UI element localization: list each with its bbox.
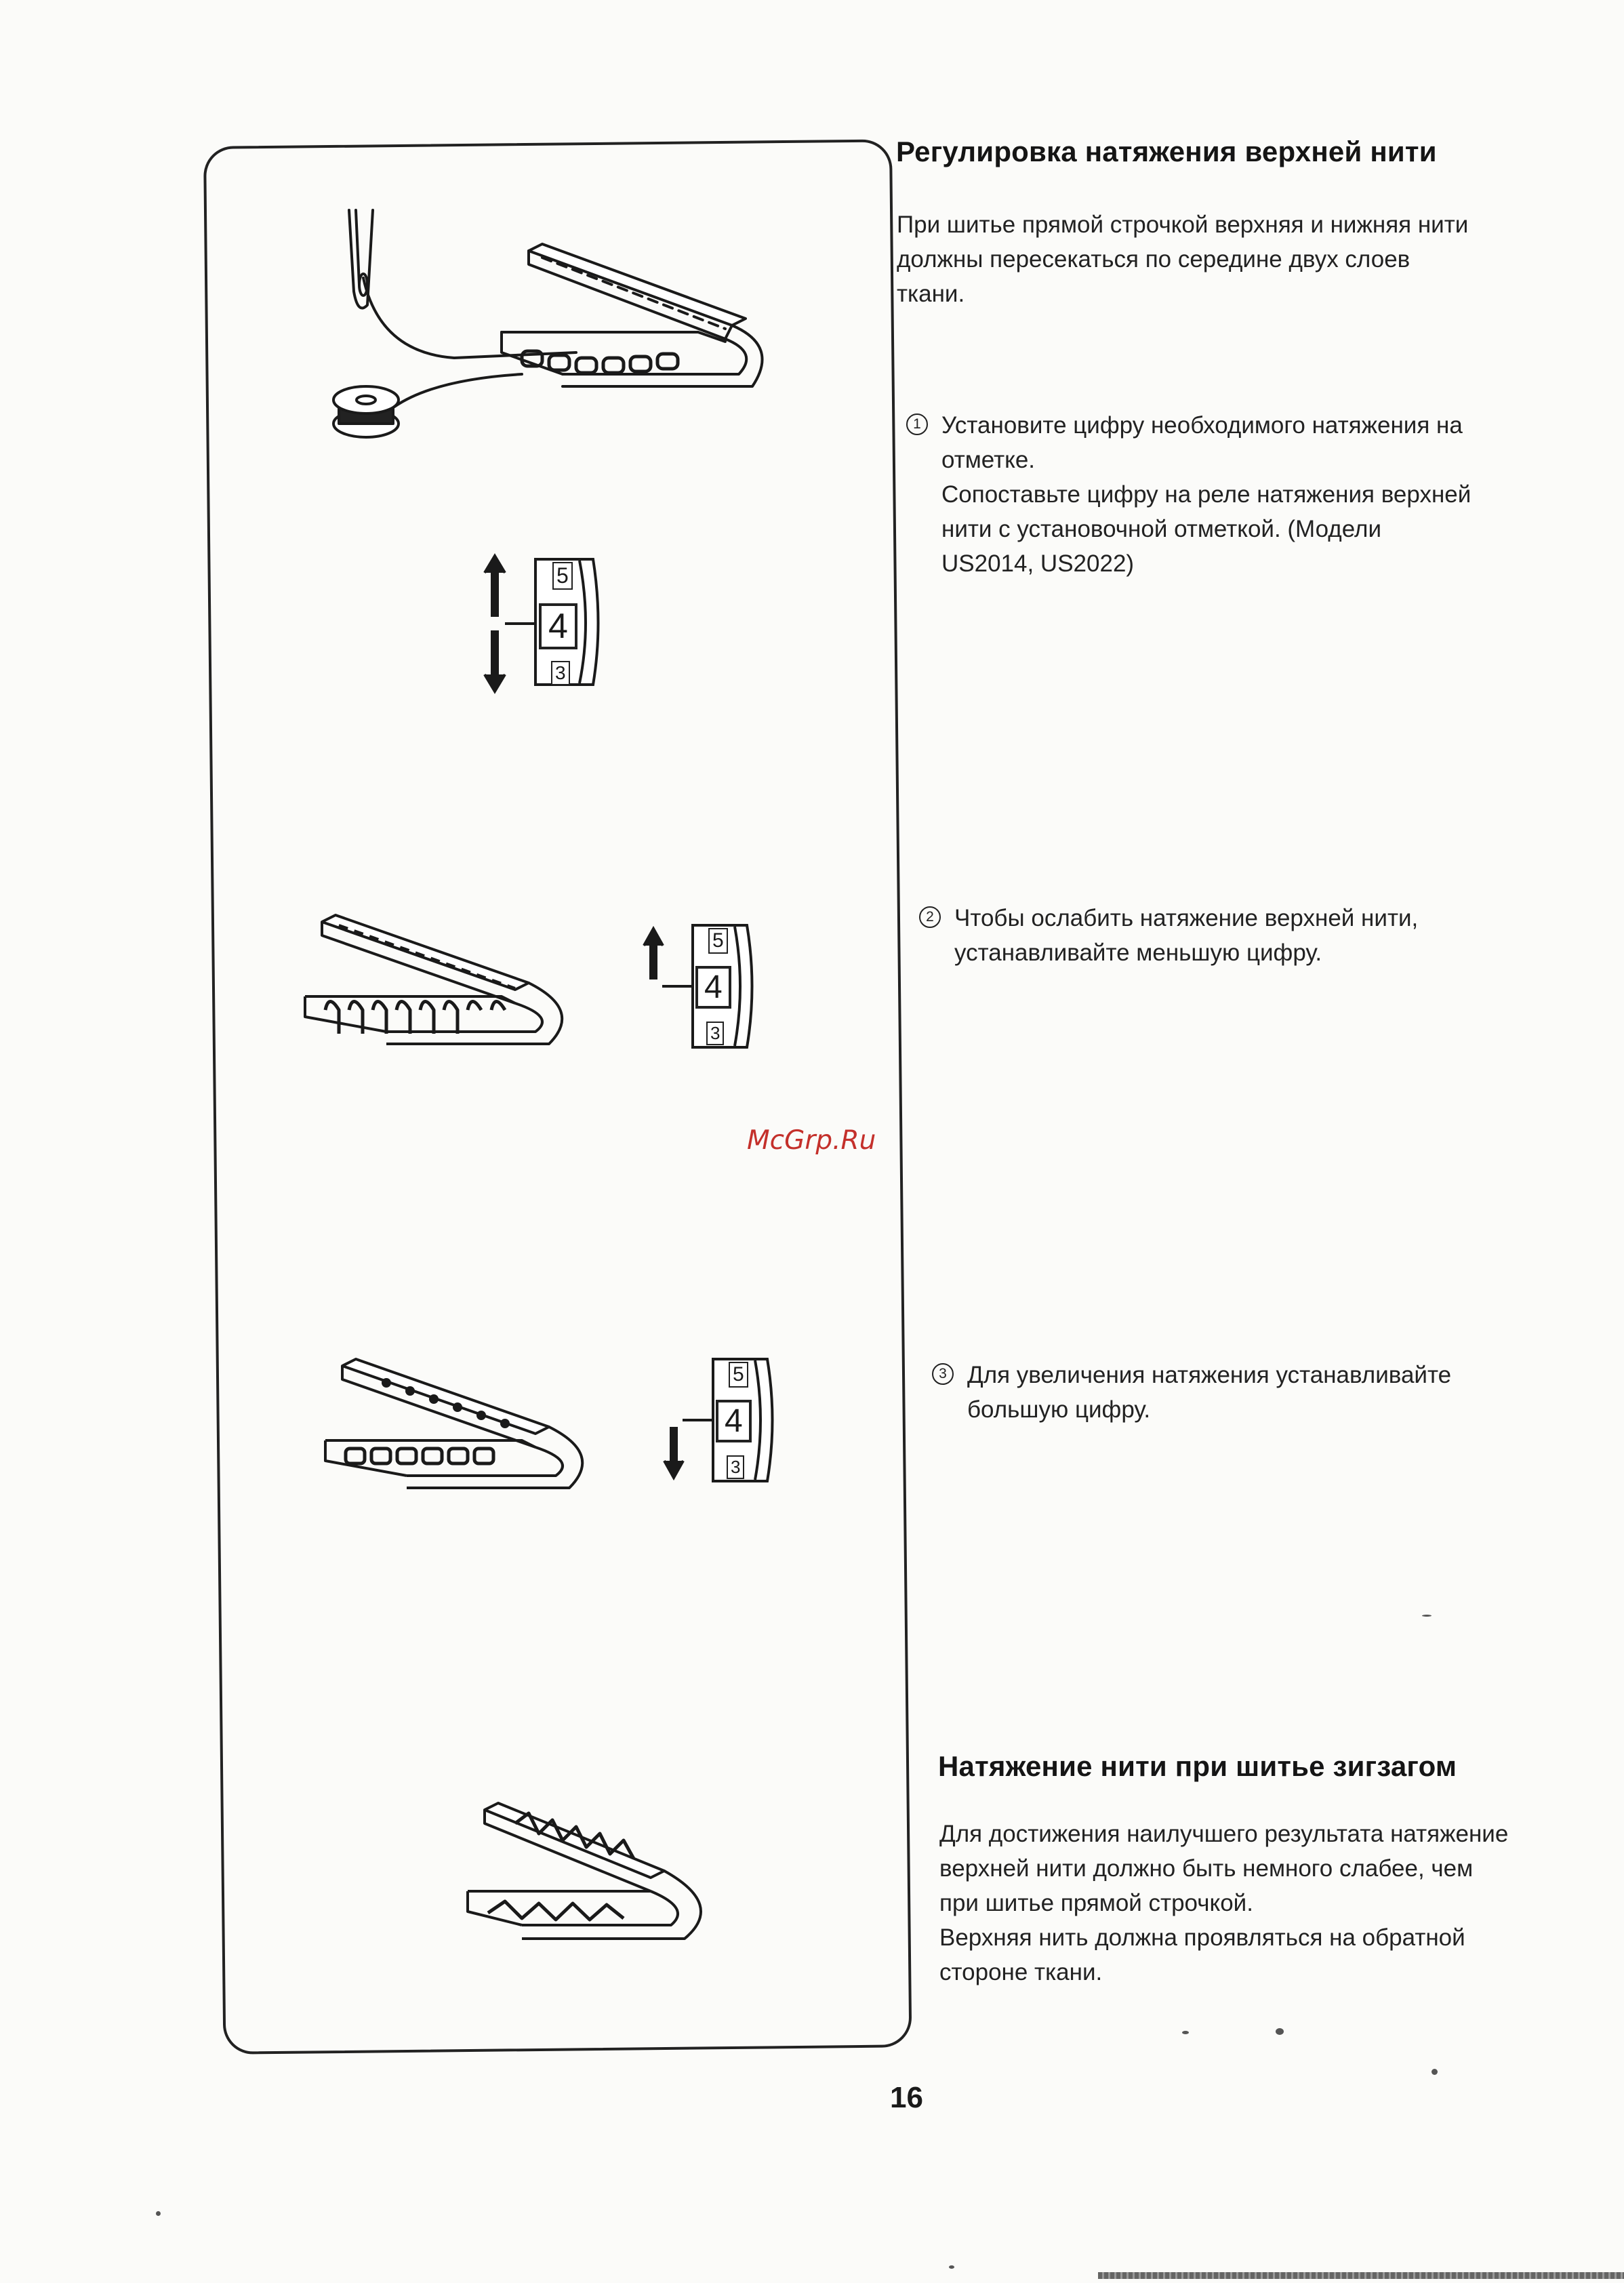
tension-dial-1: [478, 552, 607, 695]
scan-speck: [1422, 1615, 1432, 1617]
scan-speck: [1182, 2031, 1189, 2034]
tension-dial-2: [638, 918, 760, 1054]
step-1-number: 1: [906, 413, 928, 435]
dial-3-bottom-digit: 3: [727, 1455, 744, 1479]
scan-speck: [156, 2211, 161, 2216]
dial-1-top-digit: 5: [552, 562, 573, 590]
scan-speck: [1432, 2069, 1438, 2075]
step-1-text: Установите цифру необходимого натяжения на отметке. Сопоставьте цифру на реле натяжения верхней нити с установочной отметкой. (Модели US2014, US2022): [941, 412, 1471, 577]
dial-2-bottom-digit: 3: [706, 1022, 724, 1045]
tension-dial-3: [659, 1352, 781, 1488]
section-intro: При шитье прямой строчкой верхняя и нижняя нити должны пересекаться по середине двух слоев ткани.: [897, 211, 1469, 307]
dial-1-bottom-digit: 3: [551, 661, 570, 685]
balanced-stitch-illustration: [319, 197, 807, 481]
zigzag-stitch-illustration: [461, 1796, 746, 1959]
dial-2-top-digit: 5: [708, 928, 728, 954]
section-title-zigzag-tension: Натяжение нити при шитье зигзагом: [938, 1750, 1457, 1782]
dial-1-middle-digit: 4: [539, 603, 577, 649]
dial-2-middle-digit: 4: [695, 966, 731, 1009]
page-number: 16: [890, 2081, 923, 2114]
step-3-text: Для увеличения натяжения устанавливайте большую цифру.: [967, 1362, 1452, 1423]
scan-bottom-edge: [1098, 2272, 1624, 2279]
zigzag-body: Для достижения наилучшего результата натяжение верхней нити должно быть немного слабее, чем при шитье прямой строчкой. Верхняя нить должна проявляться на обратной стороне ткани.: [939, 1821, 1509, 1985]
scan-speck: [949, 2265, 954, 2269]
section-title-upper-thread-tension: Регулировка натяжения верхней нити: [896, 136, 1437, 167]
loose-tension-illustration: [298, 908, 583, 1064]
tight-tension-illustration: [319, 1352, 603, 1508]
step-2-text: Чтобы ослабить натяжение верхней нити, устанавливайте меньшую цифру.: [954, 905, 1419, 966]
step-2-number: 2: [919, 906, 941, 928]
dial-3-top-digit: 5: [729, 1362, 748, 1388]
dial-3-middle-digit: 4: [716, 1400, 752, 1442]
step-3-number: 3: [932, 1363, 954, 1385]
scan-speck: [1276, 2028, 1284, 2035]
watermark: McGrp.Ru: [747, 1125, 876, 1156]
